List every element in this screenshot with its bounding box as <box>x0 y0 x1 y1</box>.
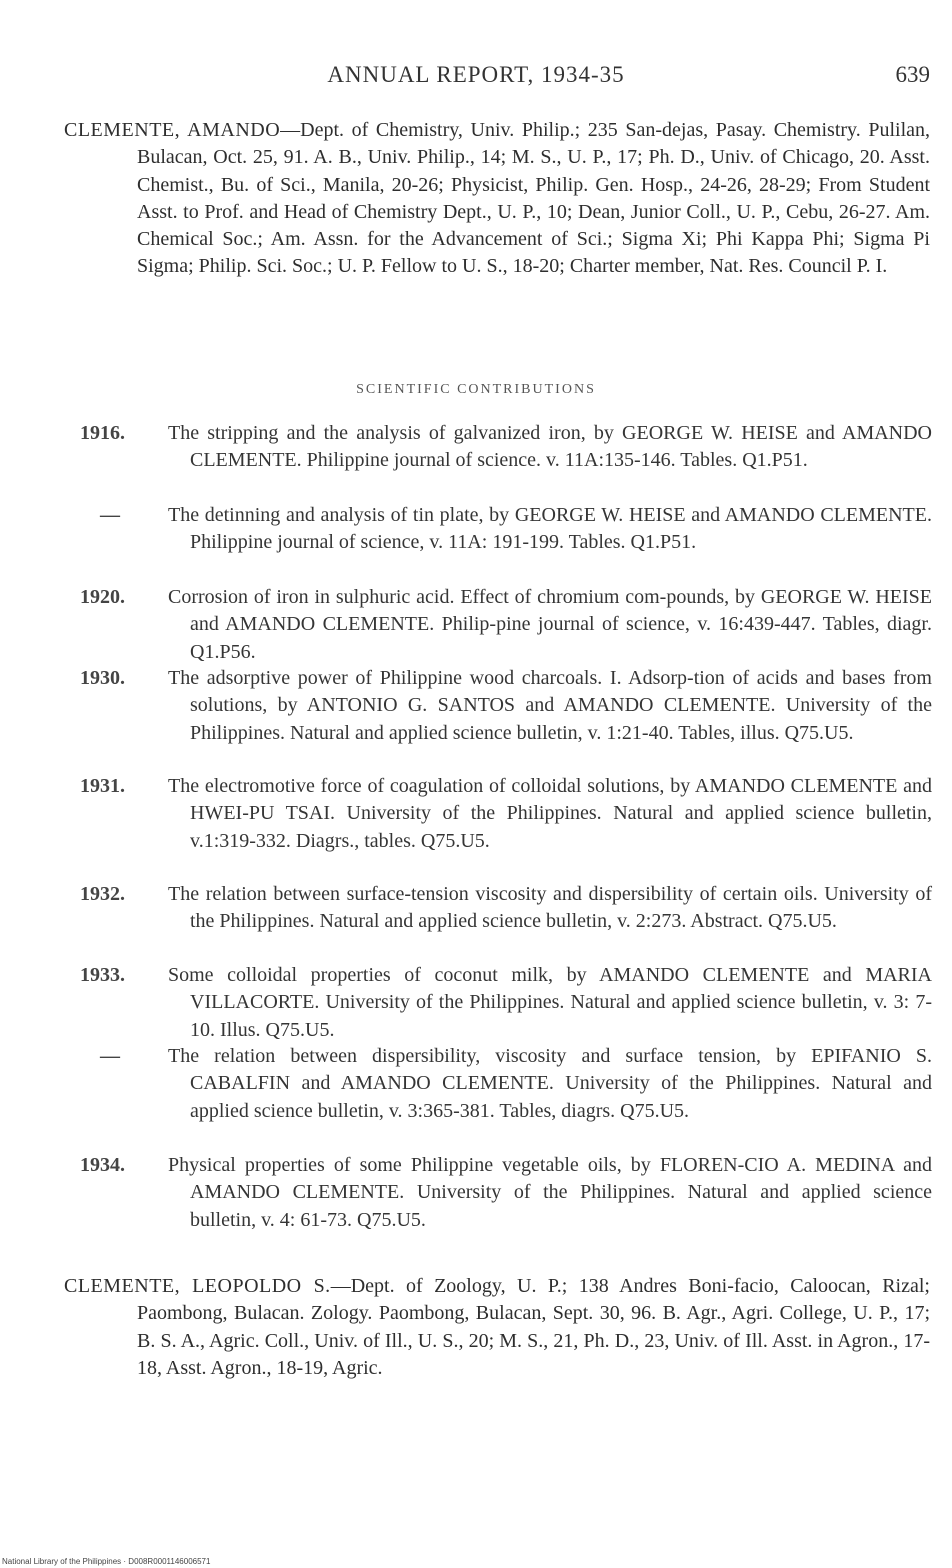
contribution-text: Physical properties of some Philippine vegetable oils, by FLOREN-CIO A. MEDINA and AMANDO CLEMENTE. University of the Philippines. Natural and applied science bulletin, v. 4: 61-73. Q75.U5. <box>168 1154 932 1231</box>
contribution-year: 1930. <box>80 667 125 689</box>
contribution-item <box>80 773 932 855</box>
contribution-item <box>80 584 932 666</box>
section-heading: SCIENTIFIC CONTRIBUTIONS <box>356 382 596 397</box>
contribution-text: Corrosion of iron in sulphuric acid. Effect of chromium com-pounds, by GEORGE W. HEISE and AMANDO CLEMENTE. Philip-pine journal of science, v. 16:439-447. Tables, diagr. Q1.P56. <box>168 586 932 663</box>
contribution-item <box>80 881 932 936</box>
contribution-text: The stripping and the analysis of galvanized iron, by GEORGE W. HEISE and AMANDO CLEMENTE. Philippine journal of science. v. 11A:135-146. Tables. Q1.P51. <box>168 422 932 472</box>
contribution-text: The electromotive force of coagulation of colloidal solutions, by AMANDO CLEMENTE and HWEI-PU TSAI. University of the Philippines. Natural and applied science bulletin, v.1:319-332. Diagrs., tables. Q75.U5. <box>168 775 932 852</box>
contribution-year: 1920. <box>80 586 125 608</box>
contribution-text: The relation between surface-tension viscosity and dispersibility of certain oils. University of the Philippines. Natural and applied science bulletin, v. 2:273. Abstract. Q75.U5. <box>168 883 932 933</box>
contribution-year: — <box>100 1045 120 1067</box>
contribution-text: The detinning and analysis of tin plate, by GEORGE W. HEISE and AMANDO CLEMENTE. Philippine journal of science, v. 11A: 191-199. Tables. Q1.P51. <box>168 504 932 554</box>
page-header <box>0 62 952 92</box>
footer-credit: National Library of the Philippines · D008R0001146006571 <box>2 1557 211 1566</box>
contribution-text: The relation between dispersibility, viscosity and surface tension, by EPIFANIO S. CABALFIN and AMANDO CLEMENTE. University of the Philippines. Natural and applied science bulletin, v. 3:365-381. Tables, diagrs. Q75.U5. <box>168 1045 932 1122</box>
entry-clemente-amando <box>64 117 930 281</box>
contribution-year: 1932. <box>80 883 125 905</box>
entry-name: CLEMENTE, AMANDO <box>64 119 281 141</box>
contribution-year: 1934. <box>80 1154 125 1176</box>
contribution-item <box>80 502 932 557</box>
contribution-item <box>80 665 932 747</box>
contribution-year: 1916. <box>80 422 125 444</box>
contribution-year: — <box>100 504 120 526</box>
contribution-item <box>80 1043 932 1125</box>
entry-clemente-leopoldo <box>64 1273 930 1382</box>
contribution-text: The adsorptive power of Philippine wood charcoals. I. Adsorp-tion of acids and bases from solutions, by ANTONIO G. SANTOS and AMANDO CLEMENTE. University of the Philippines. Natural and applied science bulletin, v. 1:21-40. Tables, illus. Q75.U5. <box>168 667 932 744</box>
entry-text: —Dept. of Zoology, U. P.; 138 Andres Boni-facio, Caloocan, Rizal; Paombong, Bulacan. Zology. Paombong, Bulacan, Sept. 30, 96. B. Agr., Agri. College, U. P., 17; B. S. A., Agric. Coll., Univ. of Ill., U. S., 20; M. S., 21, Ph. D., 23, Univ. of Ill. Asst. in Agron., 17-18, Asst. Agron., 18-19, Agric. <box>137 1275 930 1379</box>
contribution-item <box>80 420 932 475</box>
page-number: 639 <box>895 62 930 87</box>
contribution-text: Some colloidal properties of coconut milk, by AMANDO CLEMENTE and MARIA VILLACORTE. University of the Philippines. Natural and applied science bulletin, v. 3: 7-10. Illus. Q75.U5. <box>168 964 932 1041</box>
contribution-item <box>80 962 932 1044</box>
entry-text: —Dept. of Chemistry, Univ. Philip.; 235 San-dejas, Pasay. Chemistry. Pulilan, Bulacan, Oct. 25, 91. A. B., Univ. Philip., 14; M. S., U. P., 17; Ph. D., Univ. of Chicago, 20. Asst. Chemist., Bu. of Sci., Manila, 20-26; Physicist, Philip. Gen. Hosp., 24-26, 28-29; From Student Asst. to Prof. and Head of Chemistry Dept., U. P., 10; Dean, Junior Coll., U. P., Cebu, 26-27. Am. Chemical Soc.; Am. Assn. for the Advancement of Sci.; Sigma Xi; Phi Kappa Phi; Sigma Pi Sigma; Philip. Sci. Soc.; U. P. Fellow to U. S., 18-20; Charter member, Nat. Res. Council P. I. <box>137 119 931 278</box>
entry-name: CLEMENTE, LEOPOLDO S. <box>64 1275 331 1297</box>
contribution-year: 1931. <box>80 775 125 797</box>
contribution-item <box>80 1152 932 1234</box>
running-head: ANNUAL REPORT, 1934-35 <box>327 62 625 87</box>
contribution-year: 1933. <box>80 964 125 986</box>
